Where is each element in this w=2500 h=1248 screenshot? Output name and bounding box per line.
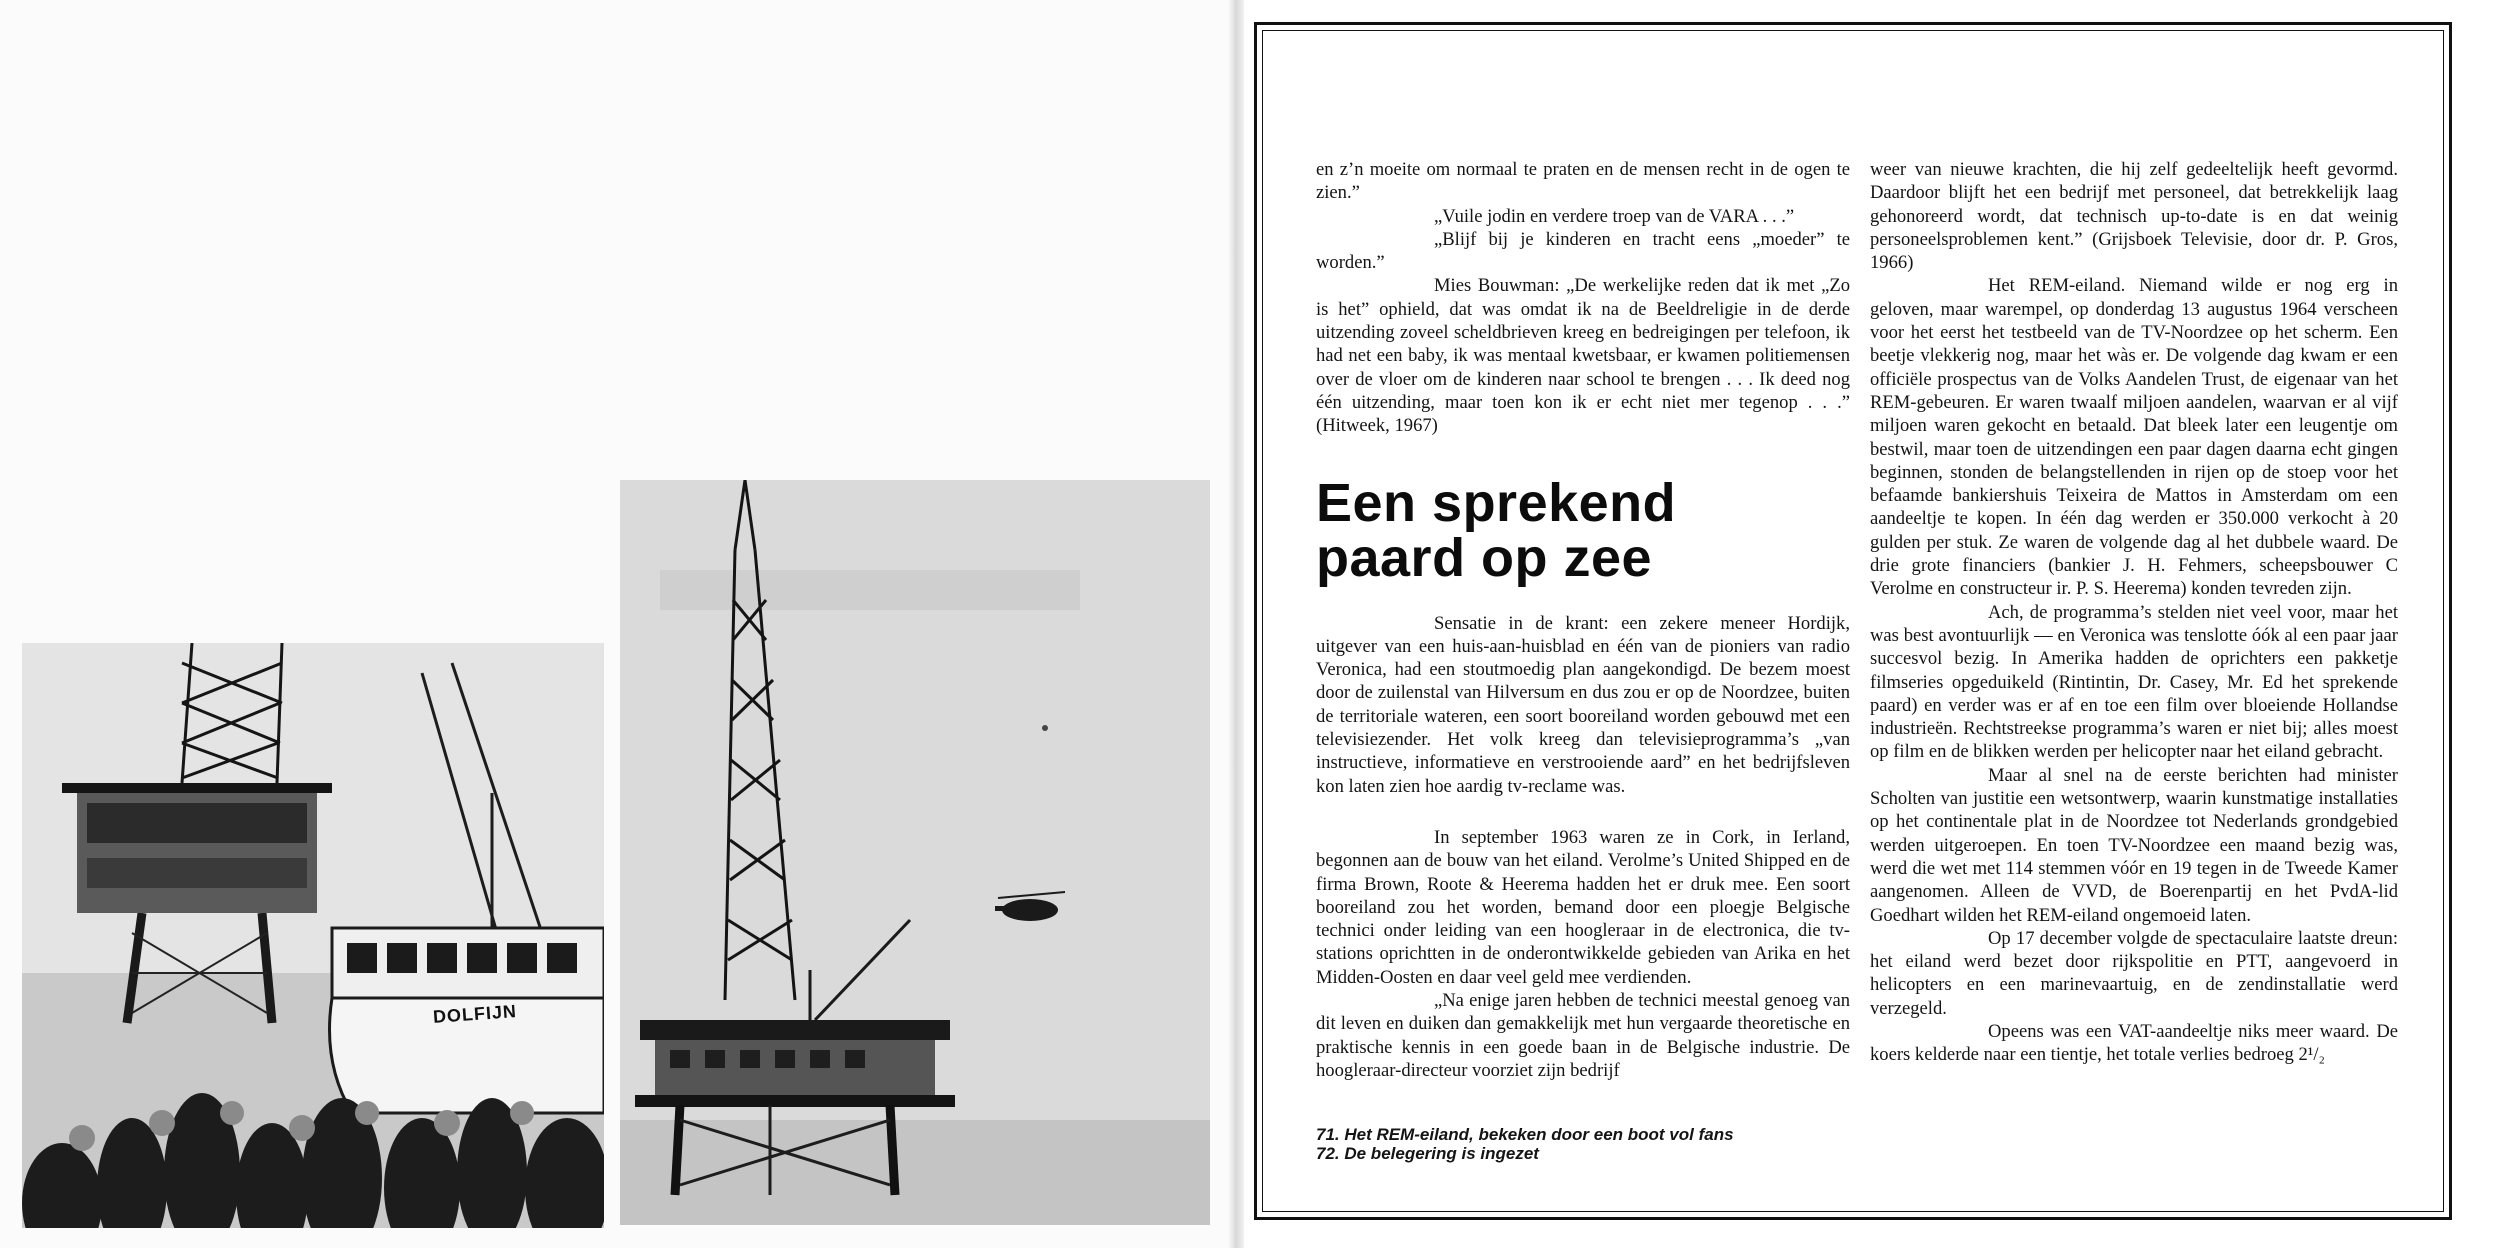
section-headline [1316,472,1850,588]
paragraph: weer van nieuwe krachten, die hij zelf gedeeltelijk heeft gevormd. Daardoor blijft het een bedrijf met personeel, dat betrekkelijk laag gehonoreerd wordt, dat technisch up-to-date is en dat weinig personeelsproblemen kent.” (Grijsboek Televisie, door dr. P. Gros, 1966) [1870,159,2398,274]
paragraph: Opeens was een VAT-aandeeltje niks meer waard. De koers kelderde naar een tientje, het totale verlies bedroeg 2¹/₂ [1870,1020,2398,1066]
paragraph: Ach, de programma’s stelden niet veel voor, maar het was best avontuurlijk — en Veronica was tenslotte óók al een paar jaar succesvol bezig. In Amerika hadden de oprichters een pakketje filmseries opgeduikeld (Rintintin, Dr. Casey, Mr. Ed het sprekende paard) en verder was er af en toe een film over bloeiende Hollandse industrieën. Rechtstreekse programma’s waren er niet bij; alles moest op film en de blikken werden per helicopter naar het eiland gebracht. [1870,601,2398,763]
paragraph: Mies Bouwman: „De werkelijke reden dat ik met „Zo is het” ophield, dat was omdat ik na de Beeldreligie in de derde uitzending zoveel scheldbrieven kreeg en bedreigingen per telefoon, ik had net een baby, ik was mentaal kwetsbaar, er kwamen politiemensen over de vloer om de kinderen naar school te brengen . . . Ik deed nog één uitzending, maar toen kon ik er echt niet mer tegenop . . .” (Hitweek, 1967) [1316,275,1850,437]
paragraph-spacer [1316,798,1850,826]
headline-line: Een sprekend [1316,472,1677,533]
paragraph: „Blijf bij je kinderen en tracht eens „moeder” te worden.” [1316,228,1850,274]
ship-name-label: DOLFIJN [432,1001,518,1027]
left-page [0,0,1228,1248]
paragraph: en z’n moeite om normaal te praten en de mensen recht in de ogen te zien.” [1316,159,1850,204]
photo-captions [1316,1125,1856,1163]
text-column-right [1870,158,2398,1067]
paragraph: Het REM-eiland. Niemand wilde er nog erg in geloven, maar warempel, op donderdag 13 augustus 1964 verscheen voor het eerst het testbeeld van de TV-Noordzee op het scherm. Een beetje vlekkerig nog, maar het wàs er. De volgende dag kwam er een officiële prospectus van de Volks Aandelen Trust, de eigenaar van het REM-gebeuren. Er waren twaalf miljoen aandelen, waarvan er al vijf miljoen waren gekocht en betaald. Dat bleek later een leugentje om bestwil, maar toen de uitzendingen een paar dagen daarna echt gingen beginnen, stonden de belangstellenden in rijen op de stoep voor het befaamde bankiershuis Teixeira de Mattos in Amsterdam om een aandeeltje te kopen. In één dag werden er 350.000 verkocht à 20 gulden per stuk. Ze waren de volgende dag al het dubbele waard. De drie grote financiers (bankier J. H. Fehmers, scheepsbouwer C Verolme en constructeur ir. P. S. Heerema) konden tevreden zijn. [1870,275,2398,600]
caption-71: 71. Het REM-eiland, bekeken door een boot vol fans [1316,1125,1734,1144]
text-column-left [1316,158,1850,1082]
caption-72: 72. De belegering is ingezet [1316,1144,1539,1163]
headline-line: paard op zee [1316,527,1653,588]
book-gutter [1228,0,1244,1248]
paragraph: Sensatie in de krant: een zekere meneer Hordijk, uitgever van een huis-aan-huisblad en één van de pioniers van radio Veronica, had een stoutmoedig plan aangekondigd. De bezem moest door de zuilenstal van Hilversum en dus zou er op de Noordzee, buiten de territoriale wateren, een soort booreiland worden gebouwd met een televisiezender. Het volk kreeg dan televisieprogramma’s „van instructieve, informatieve en verstrooiende aard” en het bedrijfsleven kon laten zien hoe aardig tv-reclame was. [1316,612,1850,797]
paragraph: „Na enige jaren hebben de technici meestal genoeg van dit leven en duiken dan gemakkelijk met hun vergaarde theoretische en praktische kennis in een goede baan in de Belgische industrie. De hoogleraar-directeur voorziet zijn bedrijf [1316,990,1850,1081]
paragraph: Maar al snel na de eerste berichten had minister Scholten van justitie een wetsontwerp, waarin kunstmatige installaties op het continentale plat in de Noordzee tot Nederlands grondgebied werden uitgeroepen. En toen TV-Noordzee een maand bezig was, werd die wet met 114 stemmen vóór en 19 tegen in de Tweede Kamer aangenomen. Alleen de VVD, de Boerenpartij en het PvdA-lid Goedhart wilden het REM-eiland ongemoeid laten. [1870,764,2398,926]
paragraph: In september 1963 waren ze in Cork, in Ierland, begonnen aan de bouw van het eiland. Verolme’s United Shipped en de firma Brown, Roote & Heerema hadden het er druk mee. Een soort booreiland zou het worden, bemand door een ploegje Belgische technici onder leiding van een hoogleraar in de electronica, die tv-stations oprichtten in de onderontwikkelde gebieden van Arika en het Midden-Oosten en daar veel geld mee verdienden. [1316,826,1850,988]
paragraph: „Vuile jodin en verdere troep van de VARA . . .” [1434,205,1795,227]
paragraph: Op 17 december volgde de spectaculaire laatste dreun: het eiland werd bezet door rijkspolitie en PTT, aangevoerd in helicopters en een marinevaartuig, en de zendinstallatie werd verzegeld. [1870,927,2398,1019]
photo-rem-island-from-boat [22,643,604,1228]
photo-rem-island-helicopter [620,480,1210,1225]
